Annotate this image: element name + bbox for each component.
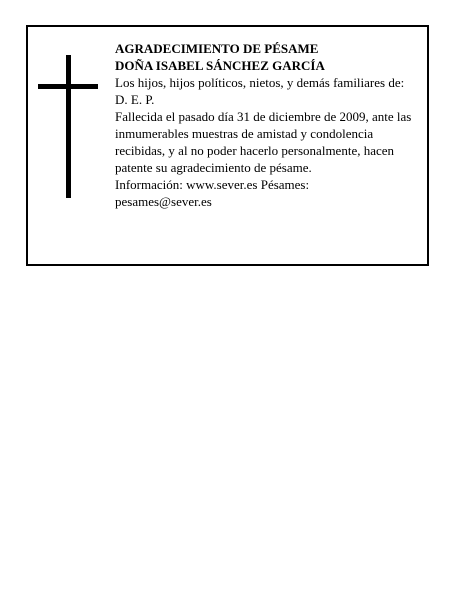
- notice-title: AGRADECIMIENTO DE PÉSAME: [115, 41, 319, 56]
- deceased-name: DOÑA ISABEL SÁNCHEZ GARCÍA: [115, 58, 325, 73]
- obituary-notice-box: [26, 25, 429, 266]
- notice-intro: Los hijos, hijos políticos, nietos, y demás familiares de:: [115, 75, 405, 90]
- cross-horizontal-bar: [38, 84, 98, 89]
- cross-vertical-bar: [66, 55, 71, 198]
- notice-email-line: pesames@sever.es: [115, 194, 212, 209]
- notice-text: [115, 40, 423, 210]
- notice-rip: D. E. P.: [115, 92, 155, 107]
- notice-info-line: Información: www.sever.es Pésames:: [115, 177, 310, 192]
- notice-body: Fallecida el pasado día 31 de diciembre de 2009, ante las inmumerables muestras de amistad y condolencia recibidas, y al no poder hacerlo personalmente, hacen patente su agradecimiento de pésame.: [115, 109, 412, 175]
